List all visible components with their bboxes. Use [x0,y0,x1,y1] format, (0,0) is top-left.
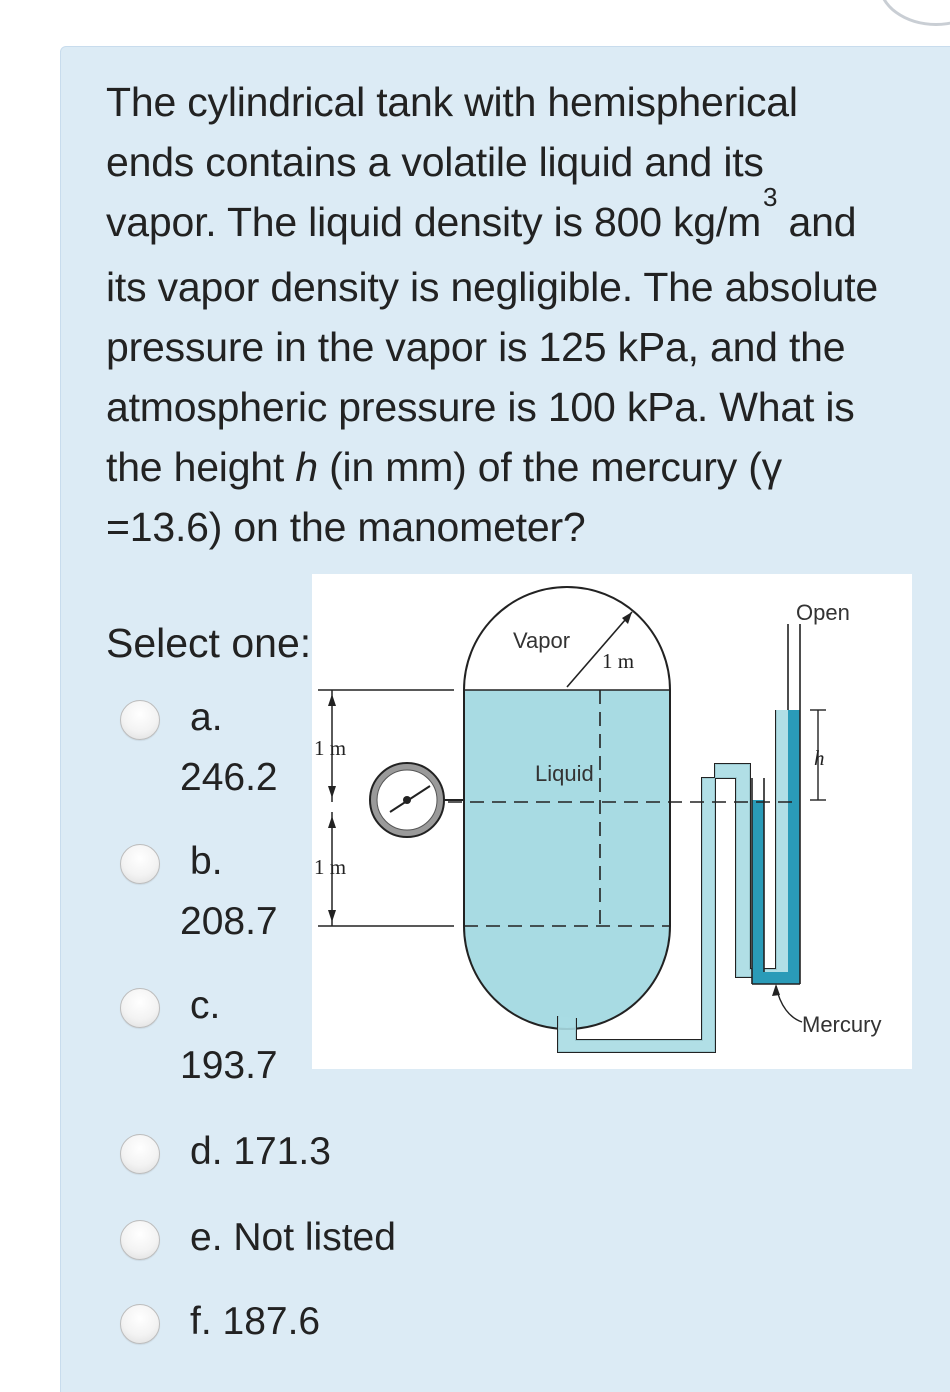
tank-manometer-figure [312,574,912,1069]
radio-button[interactable] [120,700,160,740]
liquid-region [452,690,682,1050]
scroll-indicator [878,0,950,26]
option-value: 193.7 [180,1044,278,1087]
radio-button[interactable] [120,1220,160,1260]
mercury-pointer [776,986,802,1022]
question-line: its vapor density is negligible. The absolute [106,264,878,310]
question-line: atmospheric pressure is 100 kPa. What is [106,384,855,430]
radio-button[interactable] [120,988,160,1028]
dim-upper-label: 1 m [314,736,347,760]
liquid-label: Liquid [535,761,594,786]
gauge-pivot [403,796,411,804]
question-line: =13.6) on the manometer? [106,504,586,550]
option-value: 246.2 [180,756,278,799]
option-label: d. 171.3 [190,1130,331,1173]
question-fragment: the height [106,444,296,490]
question-fragment: (in mm) of the mercury (γ [317,444,782,490]
vapor-label: Vapor [513,628,571,653]
dim-arrow [328,694,336,706]
open-label: Open [796,600,850,625]
option-value: 208.7 [180,900,278,943]
question-line: The cylindrical tank with hemispherical [106,79,798,125]
h-label: h [814,746,825,770]
option-label: e. Not listed [190,1216,396,1259]
question-line: ends contains a volatile liquid and its [106,139,764,185]
question-fragment: and [777,199,857,245]
dim-arrow [328,786,336,798]
variable-h: h [295,444,318,490]
radius-label: 1 m [602,649,635,673]
radio-button[interactable] [120,1134,160,1174]
option-letter: c. [190,984,221,1027]
dim-lower-label: 1 m [314,855,347,879]
select-one-label: Select one: [106,620,312,666]
dim-arrow [328,816,336,828]
question-text [106,72,916,557]
exponent: 3 [763,182,778,212]
option-letter: a. [190,696,223,739]
option-label: f. 187.6 [190,1300,321,1343]
radio-button[interactable] [120,1304,160,1344]
mercury-arrow [772,984,780,996]
question-line [106,437,916,497]
radio-button[interactable] [120,844,160,884]
tank-diagram [312,574,912,1069]
dim-arrow [328,910,336,922]
question-line [106,182,916,257]
liquid-fill [452,690,682,1050]
question-line: pressure in the vapor is 125 kPa, and the [106,324,846,370]
option-letter: b. [190,840,223,883]
mercury-label: Mercury [802,1012,882,1037]
question-fragment: vapor. The liquid density is 800 kg/m [106,199,762,245]
